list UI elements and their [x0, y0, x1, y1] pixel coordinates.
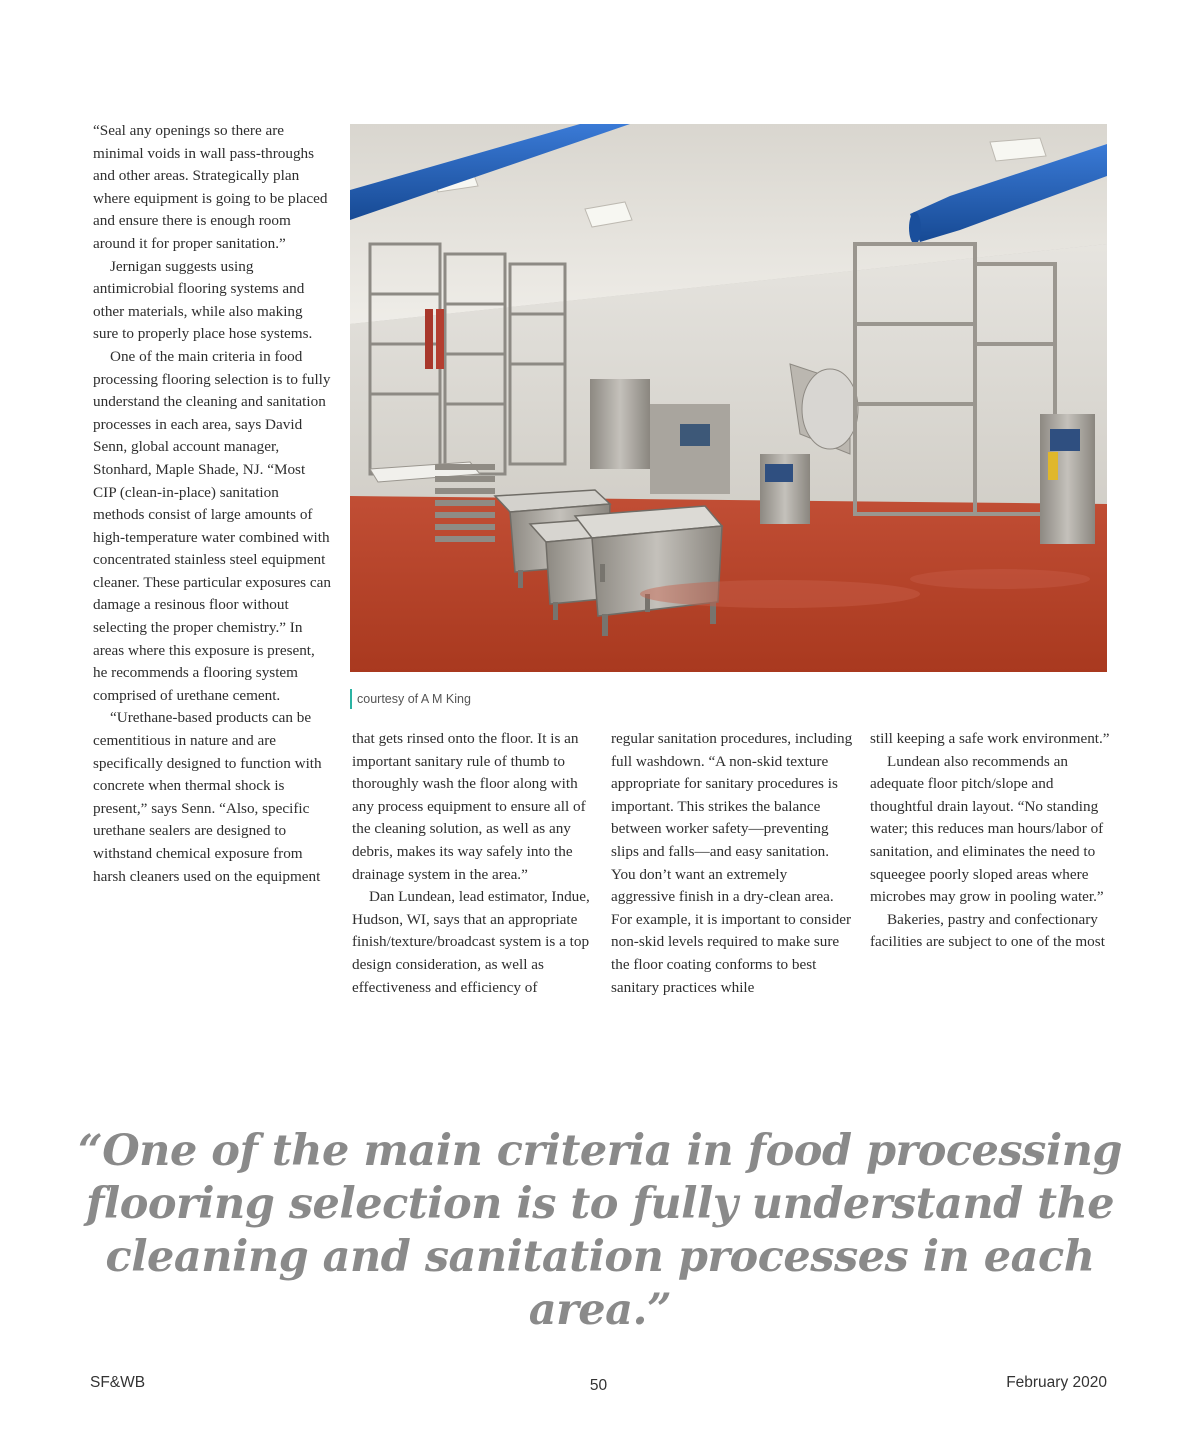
issue-date: February 2020 [1006, 1374, 1107, 1391]
paragraph: still keeping a safe work environment.” [870, 730, 1110, 747]
food-processing-facility-photo [350, 124, 1107, 672]
pull-quote [60, 1125, 1140, 1337]
article-column-2 [352, 728, 592, 999]
publication-name: SF&WB [90, 1374, 146, 1391]
pull-quote-line: cleaning and sanitation processes in each area.” [105, 1232, 1095, 1335]
paragraph: that gets rinsed onto the floor. It is an important sanitary rule of thumb to thoroughly wash the floor along with any process equipment to ensure all of the cleaning solution, as well as any debris, makes its way safely into the drainage system in the area.” [352, 730, 586, 883]
page-number: 50 [589, 1377, 608, 1394]
article-column-1 [93, 120, 331, 888]
paragraph: regular sanitation procedures, including full washdown. “A non-skid texture appropriate for sanitary procedures is important. This strikes the balance between worker safety—preventing slips and falls—and easy sanitation. You don’t want an extremely aggressive finish in a dry-clean area. For example, it is important to consider non-skid levels required to make sure the floor coating conforms to best sanitary practices while [611, 730, 853, 996]
photo-caption: courtesy of A M King [350, 689, 471, 709]
paragraph: Jernigan suggests using antimicrobial flooring systems and other materials, while also making sure to properly place hose systems. [93, 257, 313, 343]
paragraph: Dan Lundean, lead estimator, Indue, Hudson, WI, says that an appropriate finish/texture/broadcast system is a top design consideration, as well as effectiveness and efficiency of [352, 888, 590, 996]
pull-quote-line: flooring selection is to fully understand the [85, 1179, 1115, 1229]
article-column-3 [611, 728, 853, 999]
paragraph: One of the main criteria in food processing flooring selection is to fully understand the cleaning and sanitation processes in each area, says David Senn, global account manager, Stonhard, Maple Shade, NJ. “Most CIP (clean-in-place) sanitation methods consist of large amounts of high-temperature water combined with concentrated stainless steel equipment cleaner. These particular exposures can damage a resinous floor without selecting the proper chemistry.” In areas where this exposure is present, he recommends a flooring system comprised of urethane cement. [93, 347, 331, 704]
paragraph: Lundean also recommends an adequate floor pitch/slope and thoughtful drain layout. “No standing water; this reduces man hours/labor of sanitation, and eliminates the need to squeegee poorly sloped areas where microbes may grow in pooling water.” [870, 752, 1104, 906]
paragraph: “Urethane-based products can be cementitious in nature and are specifically designed to function with concrete when thermal shock is present,” says Senn. “Also, specific urethane sealers are designed to withstand chemical exposure from harsh cleaners used on the equipment [93, 709, 322, 885]
paragraph: “Seal any openings so there are minimal voids in wall pass-throughs and other areas. Strategically plan where equipment is going to be placed and ensure there is enough room around it for proper sanitation.” [93, 122, 328, 252]
pull-quote-line: “One of the main criteria in food processing [77, 1126, 1122, 1176]
article-column-4 [870, 728, 1110, 954]
paragraph: Bakeries, pastry and confectionary facilities are subject to one of the most [870, 910, 1105, 951]
